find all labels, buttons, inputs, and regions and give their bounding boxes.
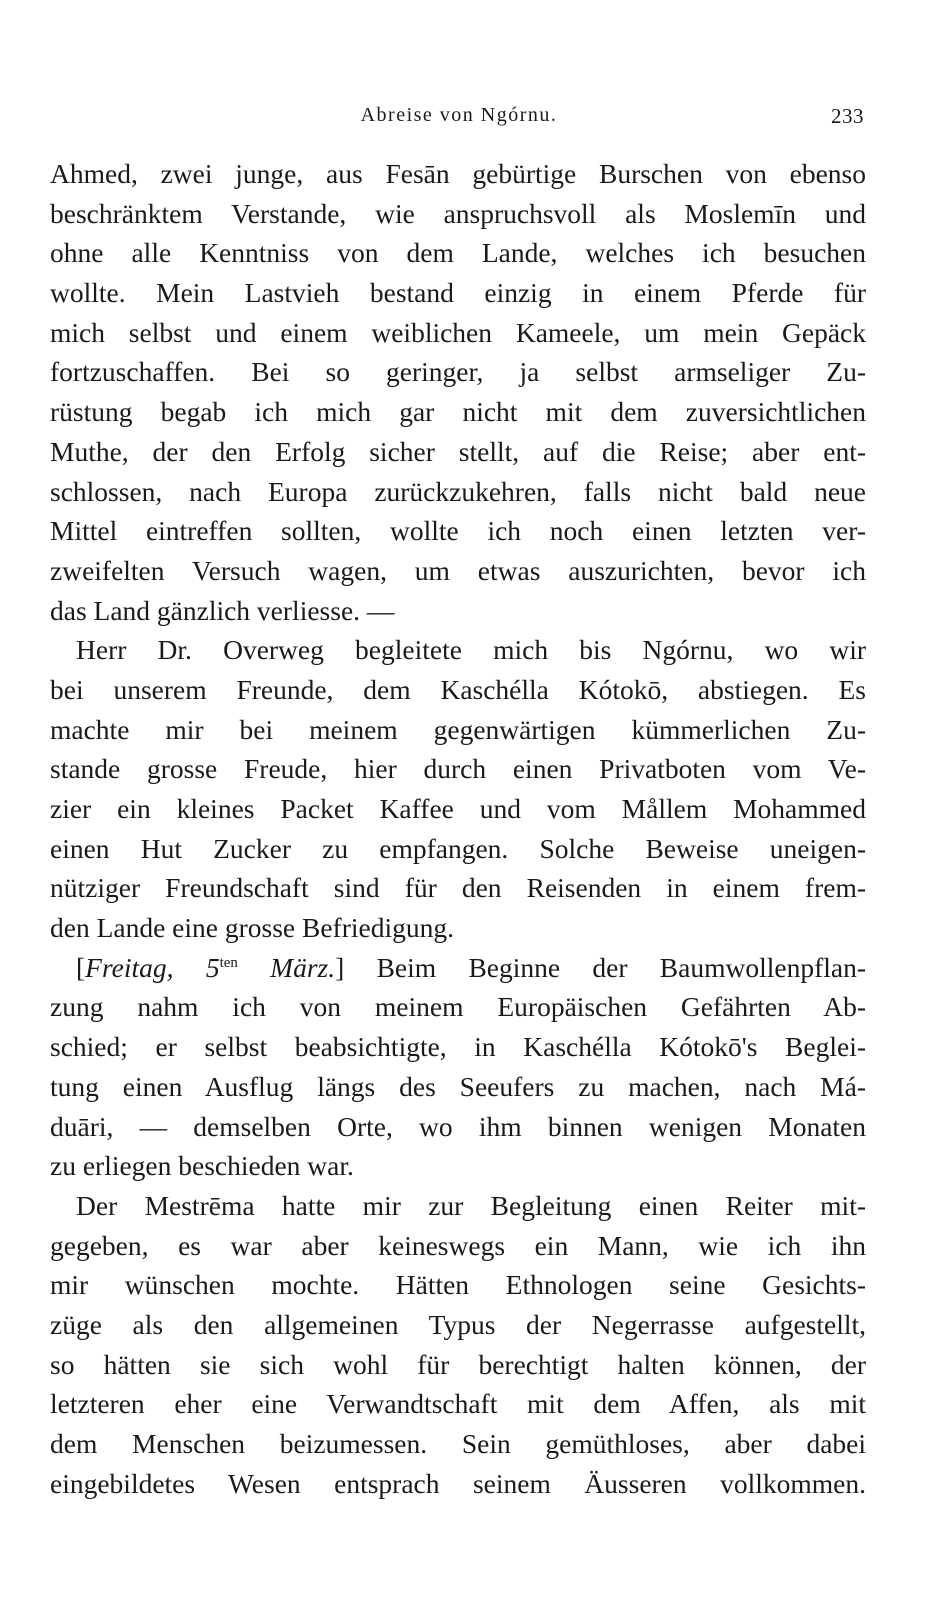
text-line [50, 352, 866, 392]
text-line [50, 1027, 866, 1067]
text-line [50, 432, 866, 472]
line-text: eingebildetes Wesen entsprach seinem Äusseren vollkommen. [50, 1467, 866, 1499]
line-text: Der Mestrēma hatte mir zur Begleitung einen Reiter mit- [76, 1189, 866, 1221]
text-line [50, 392, 866, 432]
line-text: bei unserem Freunde, dem Kaschélla Kótokō, abstiegen. Es [50, 673, 866, 705]
line-text: schied; er selbst beabsichtigte, in Kaschélla Kótokō's Beglei- [50, 1031, 866, 1063]
line-text: mich selbst und einem weiblichen Kameele, um mein Gepäck [50, 316, 866, 348]
page-number: 233 [831, 104, 864, 128]
line-text: so hätten sie sich wohl für berechtigt halten können, der [50, 1348, 866, 1380]
line-text: zier ein kleines Packet Kaffee und vom Mållem Mohammed [50, 793, 866, 824]
text-line [50, 868, 866, 908]
date-superscript: ten [219, 954, 238, 971]
running-head [50, 100, 868, 134]
text-line [50, 1384, 866, 1424]
close-bracket: ] [335, 951, 377, 983]
line-text: mir wünschen mochte. Hätten Ethnologen seine Gesichts- [50, 1269, 866, 1301]
text-line [50, 1226, 866, 1266]
line-text: Herr Dr. Overweg begleitete mich bis Ngórnu, wo wir [76, 634, 866, 666]
line-text: einen Hut Zucker zu empfangen. Solche Beweise uneigen- [50, 832, 866, 864]
line-text: letzteren eher eine Verwandtschaft mit dem Affen, als mit [50, 1388, 866, 1420]
text-line [50, 987, 866, 1027]
date-number: 5 [205, 951, 220, 983]
text-line [50, 1305, 866, 1345]
text-line [50, 630, 866, 670]
text-line [50, 749, 866, 789]
line-text: Muthe, der den Erfolg sicher stellt, auf die Reise; aber ent- [50, 435, 866, 467]
text-line [50, 273, 866, 313]
line-text: ohne alle Kenntniss von dem Lande, welches ich besuchen [50, 237, 866, 269]
line-text: duāri, — demselben Orte, wo ihm binnen wenigen Monaten [50, 1110, 866, 1142]
text-line [50, 551, 866, 591]
line-text: machte mir bei meinem gegenwärtigen kümmerlichen Zu- [50, 713, 866, 745]
date-month: März. [237, 951, 336, 983]
text-line [50, 591, 866, 631]
line-text: züge als den allgemeinen Typus der Negerrasse aufgestellt, [50, 1308, 866, 1340]
text-line [50, 1424, 866, 1464]
date-day: Freitag, [85, 951, 206, 983]
running-title: Abreise von Ngórnu. [360, 104, 558, 126]
line-text: fortzuschaffen. Bei so geringer, ja selbst armseliger Zu- [50, 356, 866, 388]
line-text: beschränktem Verstande, wie anspruchsvoll als Moslemīn und [50, 197, 866, 229]
text-line [50, 1265, 866, 1305]
line-text: Mittel eintreffen sollten, wollte ich noch einen letzten ver- [50, 515, 866, 547]
text-line [50, 1107, 866, 1147]
text-line [50, 313, 866, 353]
text-line [50, 472, 866, 512]
line-text: dem Menschen beizumessen. Sein gemüthloses, aber dabei [50, 1428, 866, 1459]
text-line [50, 908, 866, 948]
line-text: schlossen, nach Europa zurückzukehren, falls nicht bald neue [50, 475, 866, 507]
text-line [50, 1186, 866, 1226]
open-bracket: [ [76, 951, 86, 983]
line-text: zu erliegen beschieden war. [50, 1150, 354, 1182]
line-text: rüstung begab ich mich gar nicht mit dem zuversichtlichen [50, 396, 866, 428]
text-line [50, 1146, 866, 1186]
body-text [50, 154, 866, 1503]
line-text: tung einen Ausflug längs des Seeufers zu machen, nach Má- [50, 1070, 866, 1102]
date-line [50, 948, 866, 988]
date-line-text: Beim Beginne der Baumwollenpflan- [376, 951, 866, 983]
line-text: nütziger Freundschaft sind für den Reisenden in einem frem- [50, 872, 866, 904]
line-text: zung nahm ich von meinem Europäischen Gefährten Ab- [50, 991, 866, 1023]
line-text: Ahmed, zwei junge, aus Fesān gebürtige Burschen von ebenso [50, 158, 866, 189]
text-line [50, 233, 866, 273]
line-text: gegeben, es war aber keineswegs ein Mann, wie ich ihn [50, 1229, 866, 1261]
text-line [50, 1464, 866, 1504]
text-line [50, 154, 866, 194]
text-line [50, 670, 866, 710]
text-line [50, 1067, 866, 1107]
text-line [50, 829, 866, 869]
line-text: den Lande eine grosse Befriedigung. [50, 912, 454, 944]
text-line [50, 194, 866, 234]
line-text: zweifelten Versuch wagen, um etwas auszurichten, bevor ich [50, 554, 866, 586]
text-line [50, 710, 866, 750]
line-text: stande grosse Freude, hier durch einen Privatboten vom Ve- [50, 753, 866, 785]
text-line [50, 789, 866, 829]
line-text: das Land gänzlich verliesse. — [50, 594, 395, 626]
text-line [50, 1345, 866, 1385]
line-text: wollte. Mein Lastvieh bestand einzig in einem Pferde für [50, 277, 866, 309]
text-line [50, 511, 866, 551]
